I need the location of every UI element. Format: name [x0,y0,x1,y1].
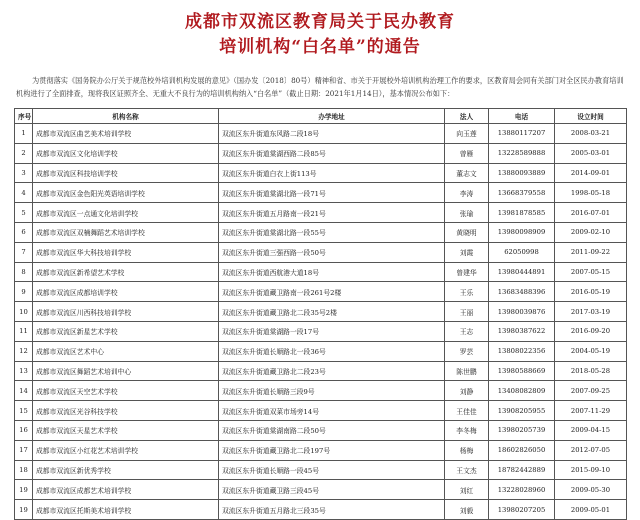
cell-address: 双流区东升街道棠湖北路一段55号 [219,222,445,242]
cell-person: 刘毅 [445,500,489,520]
cell-phone: 13880117207 [489,124,555,144]
cell-no: 9 [15,282,33,302]
cell-phone: 13228589888 [489,143,555,163]
cell-phone: 13981878585 [489,203,555,223]
cell-date: 2016-09-20 [555,321,627,341]
cell-phone: 18782442889 [489,460,555,480]
cell-no: 18 [15,460,33,480]
cell-phone: 13908205955 [489,401,555,421]
table-row [15,460,627,480]
cell-person: 向玉莲 [445,124,489,144]
cell-phone: 18602826050 [489,440,555,460]
cell-no: 3 [15,163,33,183]
table-row [15,262,627,282]
cell-name: 成都市双流区新优秀学校 [33,460,219,480]
cell-name: 成都市双流区托斯美术培训学校 [33,500,219,520]
notice-title [14,10,626,60]
cell-person: 王乐 [445,282,489,302]
cell-date: 2012-07-05 [555,440,627,460]
title-line-2: 培训机构“白名单”的通告 [219,37,421,57]
table-row [15,222,627,242]
table-row [15,401,627,421]
table-row [15,282,627,302]
cell-name: 成都市双流区科技培训学校 [33,163,219,183]
cell-person: 杨梅 [445,440,489,460]
table-row [15,440,627,460]
cell-name: 成都市双流区天空艺术学校 [33,381,219,401]
cell-address: 双流区东升街道棠湖路一段17号 [219,321,445,341]
cell-person: 刘霞 [445,242,489,262]
header-date: 设立时间 [555,109,627,124]
cell-person: 王志 [445,321,489,341]
header-address: 办学地址 [219,109,445,124]
cell-no: 13 [15,361,33,381]
cell-date: 2014-09-01 [555,163,627,183]
table-row [15,163,627,183]
cell-date: 2016-05-19 [555,282,627,302]
cell-name: 成都市双流区新星艺术学校 [33,321,219,341]
cell-no: 19 [15,480,33,500]
table-header-row [15,109,627,124]
notice-intro: 为贯彻落实《国务院办公厅关于规范校外培训机构发展的意见》（国办发〔2018〕80号）精神和省、市关于开展校外培训机构治理工作的要求，区教育局会同有关部门对全区民办教育培训机构进行了全面排查，现将我区证照齐全、无重大不良行为的培训机构纳入“白名单”（截止日期：2021年1月14日），基本情况公布如下： [16,76,624,98]
cell-address: 双流区东升街道藏卫路南一段261号2楼 [219,282,445,302]
cell-address: 双流区东升街道藏卫路三段45号 [219,480,445,500]
table-row [15,361,627,381]
cell-phone: 62050998 [489,242,555,262]
title-line-1: 成都市双流区教育局关于民办教育 [185,12,455,32]
table-row [15,242,627,262]
cell-no: 6 [15,222,33,242]
cell-no: 17 [15,440,33,460]
cell-name: 成都市双流区成都培训学校 [33,282,219,302]
cell-address: 双流区东升街道五月路北三段35号 [219,500,445,520]
cell-person: 张瑜 [445,203,489,223]
cell-phone: 13808022356 [489,341,555,361]
cell-person: 刘静 [445,381,489,401]
cell-date: 2009-02-10 [555,222,627,242]
cell-no: 10 [15,302,33,322]
cell-no: 2 [15,143,33,163]
cell-person: 陈世鹏 [445,361,489,381]
cell-no: 1 [15,124,33,144]
cell-date: 2005-03-01 [555,143,627,163]
cell-address: 双流区东升街道棠湖北路一段71号 [219,183,445,203]
cell-no: 11 [15,321,33,341]
cell-address: 双流区东升街道长顺路三段9号 [219,381,445,401]
cell-date: 2009-05-30 [555,480,627,500]
table-row [15,302,627,322]
cell-no: 19 [15,500,33,520]
cell-date: 2015-09-10 [555,460,627,480]
cell-address: 双流区东升街道五月路南一段21号 [219,203,445,223]
cell-address: 双流区东升街道长顺路一段45号 [219,460,445,480]
cell-person: 罗芸 [445,341,489,361]
cell-date: 2007-11-29 [555,401,627,421]
header-person: 法人 [445,109,489,124]
cell-name: 成都市双流区双楠舞蹈艺术培训学校 [33,222,219,242]
cell-phone: 13980207205 [489,500,555,520]
table-row [15,480,627,500]
cell-date: 2007-09-25 [555,381,627,401]
cell-no: 7 [15,242,33,262]
cell-person: 黄晓明 [445,222,489,242]
cell-name: 成都市双流区光谷科技学校 [33,401,219,421]
table-row [15,124,627,144]
cell-address: 双流区东升街道白衣上街113号 [219,163,445,183]
cell-date: 2017-03-19 [555,302,627,322]
table-row [15,341,627,361]
cell-phone: 13980205739 [489,420,555,440]
cell-date: 1998-05-18 [555,183,627,203]
cell-date: 2016-07-01 [555,203,627,223]
cell-phone: 13980588669 [489,361,555,381]
whitelist-table [14,108,627,520]
cell-phone: 13683488396 [489,282,555,302]
cell-address: 双流区东升街道三强西路一段50号 [219,242,445,262]
cell-phone: 13980039876 [489,302,555,322]
cell-date: 2004-05-19 [555,341,627,361]
table-row [15,420,627,440]
cell-name: 成都市双流区成都艺术培训学校 [33,480,219,500]
cell-address: 双流区东升街道藏卫路北二段35号2楼 [219,302,445,322]
cell-phone: 13228028960 [489,480,555,500]
cell-person: 王丽 [445,302,489,322]
cell-person: 曾建华 [445,262,489,282]
cell-name: 成都市双流区华大科技培训学校 [33,242,219,262]
cell-date: 2011-09-22 [555,242,627,262]
table-row [15,143,627,163]
table-row [15,500,627,520]
cell-no: 8 [15,262,33,282]
cell-no: 4 [15,183,33,203]
cell-name: 成都市双流区一点通文化培训学校 [33,203,219,223]
cell-phone: 13980444891 [489,262,555,282]
cell-no: 15 [15,401,33,421]
cell-name: 成都市双流区曲艺美术培训学校 [33,124,219,144]
cell-address: 双流区东升街道棠湖南路二段50号 [219,420,445,440]
table-row [15,203,627,223]
cell-date: 2018-05-28 [555,361,627,381]
header-name: 机构名称 [33,109,219,124]
cell-person: 王佳佳 [445,401,489,421]
cell-address: 双流区东升街道双菜市场旁14号 [219,401,445,421]
cell-name: 成都市双流区金色阳光英语培训学校 [33,183,219,203]
cell-name: 成都市双流区天星艺术学校 [33,420,219,440]
table-row [15,183,627,203]
cell-name: 成都市双流区川西科技培训学校 [33,302,219,322]
cell-person: 刘红 [445,480,489,500]
cell-name: 成都市双流区新希望艺术学校 [33,262,219,282]
cell-name: 成都市双流区艺术中心 [33,341,219,361]
cell-phone: 13980098909 [489,222,555,242]
cell-no: 5 [15,203,33,223]
table-row [15,381,627,401]
cell-name: 成都市双流区文化培训学校 [33,143,219,163]
cell-address: 双流区东升街道东风路二段18号 [219,124,445,144]
cell-phone: 13668379558 [489,183,555,203]
cell-date: 2009-04-15 [555,420,627,440]
cell-person: 王文杰 [445,460,489,480]
cell-no: 14 [15,381,33,401]
header-phone: 电话 [489,109,555,124]
cell-no: 12 [15,341,33,361]
cell-phone: 13408082809 [489,381,555,401]
cell-phone: 13980387622 [489,321,555,341]
cell-address: 双流区东升街道藏卫路北二段23号 [219,361,445,381]
cell-address: 双流区东升街道棠湖西路二段85号 [219,143,445,163]
table-row [15,321,627,341]
cell-no: 16 [15,420,33,440]
cell-date: 2009-05-01 [555,500,627,520]
cell-name: 成都市双流区小红花艺术培训学校 [33,440,219,460]
cell-person: 曾雁 [445,143,489,163]
header-no: 序号 [15,109,33,124]
cell-date: 2007-05-15 [555,262,627,282]
cell-date: 2008-03-21 [555,124,627,144]
cell-name: 成都市双流区舞蹈艺术培训中心 [33,361,219,381]
cell-person: 李涛 [445,183,489,203]
cell-person: 董志文 [445,163,489,183]
cell-address: 双流区东升街道藏卫路北二段197号 [219,440,445,460]
cell-address: 双流区东升街道西航港大道18号 [219,262,445,282]
cell-phone: 13880093889 [489,163,555,183]
cell-address: 双流区东升街道长顺路北一段36号 [219,341,445,361]
cell-person: 李冬梅 [445,420,489,440]
